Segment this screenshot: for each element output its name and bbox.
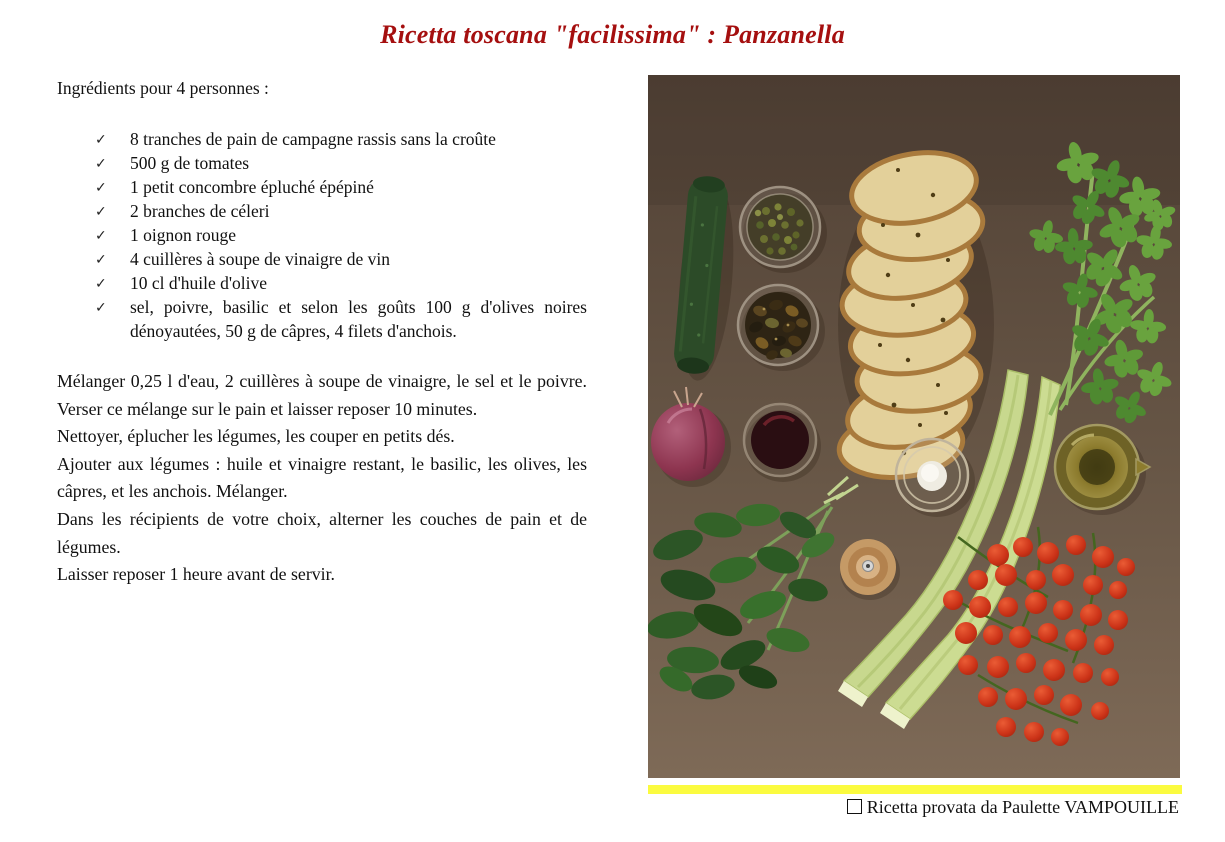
checkmark-icon: ✓ (95, 180, 107, 196)
instructions (57, 368, 587, 589)
checkmark-icon: ✓ (95, 228, 107, 244)
list-item-text: 500 g de tomates (130, 153, 250, 173)
checkmark-icon: ✓ (95, 300, 107, 316)
list-item (57, 127, 587, 151)
list-item (57, 223, 587, 247)
list-item-text: 2 branches de céleri (130, 201, 270, 221)
list-item (57, 247, 587, 271)
list-item (57, 151, 587, 175)
list-item-text: 1 petit concombre épluché épépiné (130, 177, 374, 197)
photo-caption (847, 795, 1179, 819)
page-title: Ricetta toscana "facilissima" : Panzanella (380, 20, 845, 49)
checkbox-icon (847, 799, 862, 814)
vinegar-bowl (744, 404, 816, 476)
list-item-text: sel, poivre, basilic et selon les goûts 100 g d'olives noires dénoyautées, 50 g de câpres, 4 filets d'anchois. (130, 297, 587, 341)
ingredients-heading: Ingrédients pour 4 personnes : (57, 78, 269, 98)
ingredients-list (57, 127, 587, 343)
olives-bowl (738, 285, 818, 365)
capers-bowl (740, 187, 820, 267)
list-item (57, 199, 587, 223)
list-item-text: 4 cuillères à soupe de vinaigre de vin (130, 249, 390, 269)
checkmark-icon: ✓ (95, 204, 107, 220)
yellow-highlight-bar (648, 785, 1182, 794)
instruction-paragraph: Nettoyer, éplucher les légumes, les couper en petits dés. (57, 426, 455, 447)
instruction-paragraph: Mélanger 0,25 l d'eau, 2 cuillères à soupe de vinaigre, le sel et le poivre. Verser ce mélange sur le pain et laisser reposer 10 minutes. (57, 371, 587, 419)
checkmark-icon: ✓ (95, 156, 107, 172)
caption-text: Ricetta provata da Paulette VAMPOUILLE (866, 797, 1179, 817)
instruction-paragraph: Dans les récipients de votre choix, alterner les couches de pain et de légumes. (57, 508, 587, 557)
list-item (57, 271, 587, 295)
checkmark-icon: ✓ (95, 132, 107, 148)
instruction-paragraph: Ajouter aux légumes : huile et vinaigre restant, le basilic, les olives, les câpres, et les anchois. Mélanger. (57, 453, 587, 502)
checkmark-icon: ✓ (95, 252, 107, 268)
checkmark-icon: ✓ (95, 276, 107, 292)
salt-bowl (896, 439, 968, 511)
recipe-text-column (57, 75, 587, 589)
list-item (57, 175, 587, 199)
pepper-grinder (840, 539, 896, 595)
list-item-text: 10 cl d'huile d'olive (130, 273, 268, 293)
list-item (57, 295, 587, 343)
list-item-text: 1 oignon rouge (130, 225, 236, 245)
list-item-text: 8 tranches de pain de campagne rassis sans la croûte (130, 129, 496, 149)
instruction-paragraph: Laisser reposer 1 heure avant de servir. (57, 564, 335, 585)
ingredients-photo (648, 75, 1180, 778)
